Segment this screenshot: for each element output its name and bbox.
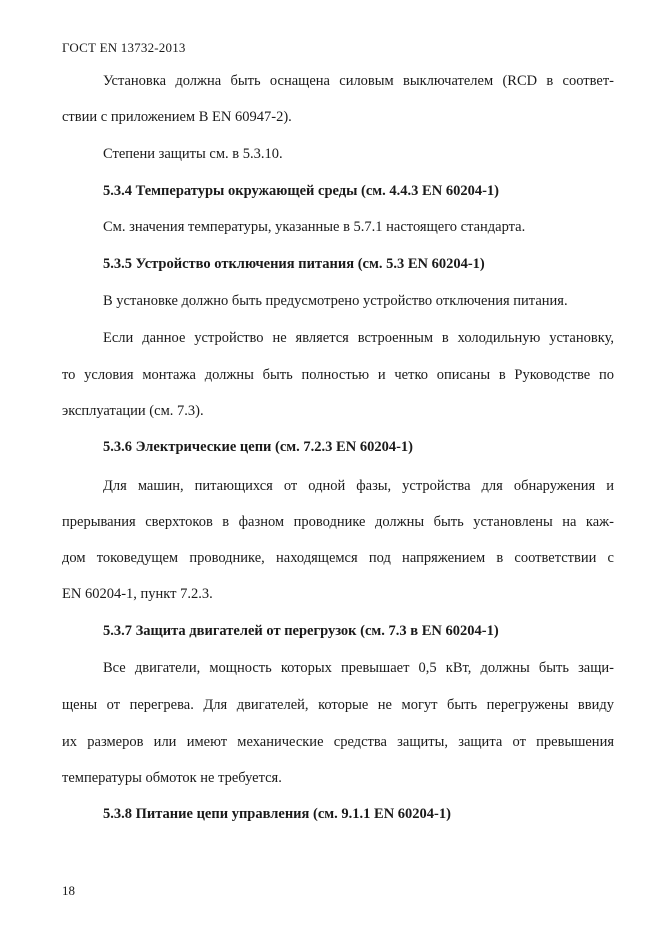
document-header: ГОСТ EN 13732-2013 <box>62 40 186 55</box>
section-heading: 5.3.5 Устройство отключения питания (см. 5.3 EN 60204-1) <box>103 256 485 272</box>
paragraph-line: В установке должно быть предусмотрено устройство отключения питания. <box>103 293 568 309</box>
page-number: 18 <box>62 883 75 898</box>
paragraph-line: ствии с приложением B EN 60947-2). <box>62 109 292 125</box>
paragraph-line: Все двигатели, мощность которых превышает 0,5 кВт, должны быть защи- <box>103 660 614 676</box>
paragraph-line: то условия монтажа должны быть полностью и четко описаны в Руководстве по <box>62 367 614 383</box>
paragraph-line: дом токоведущем проводнике, находящемся под напряжением в соответствии с <box>62 550 614 566</box>
paragraph-line: Если данное устройство не является встроенным в холодильную установку, <box>103 330 614 346</box>
section-heading: 5.3.7 Защита двигателей от перегрузок (см. 7.3 в EN 60204-1) <box>103 623 499 639</box>
paragraph-line: щены от перегрева. Для двигателей, которые не могут быть перегружены ввиду <box>62 697 614 713</box>
paragraph-line: Установка должна быть оснащена силовым выключателем (RCD в соответ- <box>103 73 614 89</box>
paragraph-line: температуры обмоток не требуется. <box>62 770 282 786</box>
section-heading: 5.3.4 Температуры окружающей среды (см. 4.4.3 EN 60204-1) <box>103 183 499 199</box>
section-heading: 5.3.6 Электрические цепи (см. 7.2.3 EN 60204-1) <box>103 439 413 455</box>
section-heading: 5.3.8 Питание цепи управления (см. 9.1.1 EN 60204-1) <box>103 806 451 822</box>
paragraph-line: эксплуатации (см. 7.3). <box>62 403 204 419</box>
paragraph-line: прерывания сверхтоков в фазном проводнике должны быть установлены на каж- <box>62 514 614 530</box>
paragraph-line: EN 60204-1, пункт 7.2.3. <box>62 586 213 602</box>
paragraph-line: их размеров или имеют механические средства защиты, защита от превышения <box>62 734 614 750</box>
paragraph-line: Степени защиты см. в 5.3.10. <box>103 146 283 162</box>
paragraph-line: Для машин, питающихся от одной фазы, устройства для обнаружения и <box>103 478 614 494</box>
paragraph-line: См. значения температуры, указанные в 5.7.1 настоящего стандарта. <box>103 219 526 235</box>
